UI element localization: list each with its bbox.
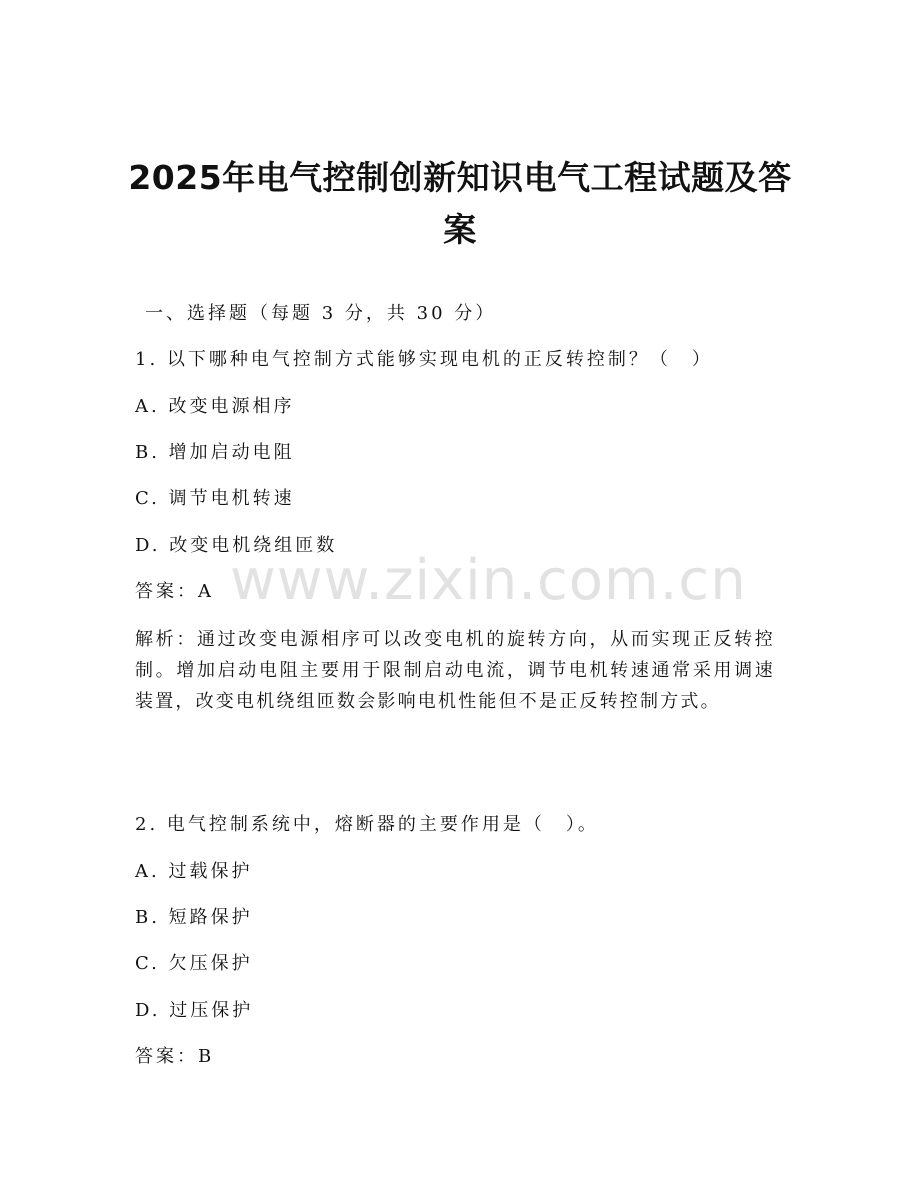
question-2-option-a: A. 过载保护 xyxy=(135,861,253,882)
question-1-option-d: D. 改变电机绕组匝数 xyxy=(135,535,338,556)
question-2-option-b: B. 短路保护 xyxy=(135,907,253,928)
document-title: 2025年电气控制创新知识电气工程试题及答案 xyxy=(128,158,792,249)
section-heading: 一、选择题（每题 3 分，共 30 分） xyxy=(145,303,497,324)
question-1-option-c: C. 调节电机转速 xyxy=(135,488,295,509)
question-2-option-c: C. 欠压保护 xyxy=(135,953,253,974)
watermark: www.zixin.com.cn xyxy=(230,548,747,613)
question-1-analysis: 解析：通过改变电源相序可以改变电机的旋转方向，从而实现正反转控制。增加启动电阻主要用于限制启动电流，调节电机转速通常采用调速装置，改变电机绕组匝数会影响电机性能但不是正反转控制方式。 xyxy=(135,629,775,712)
question-1-answer: 答案：A xyxy=(135,581,214,602)
question-1-option-a: A. 改变电源相序 xyxy=(135,396,295,417)
question-2-answer: 答案：B xyxy=(135,1046,215,1067)
question-1-stem: 1. 以下哪种电气控制方式能够实现电机的正反转控制？（ ） xyxy=(135,349,713,370)
question-2-option-d: D. 过压保护 xyxy=(135,1000,254,1021)
question-2-stem: 2. 电气控制系统中，熔断器的主要作用是（ ）。 xyxy=(135,814,599,835)
question-1-option-b: B. 增加启动电阻 xyxy=(135,442,295,463)
